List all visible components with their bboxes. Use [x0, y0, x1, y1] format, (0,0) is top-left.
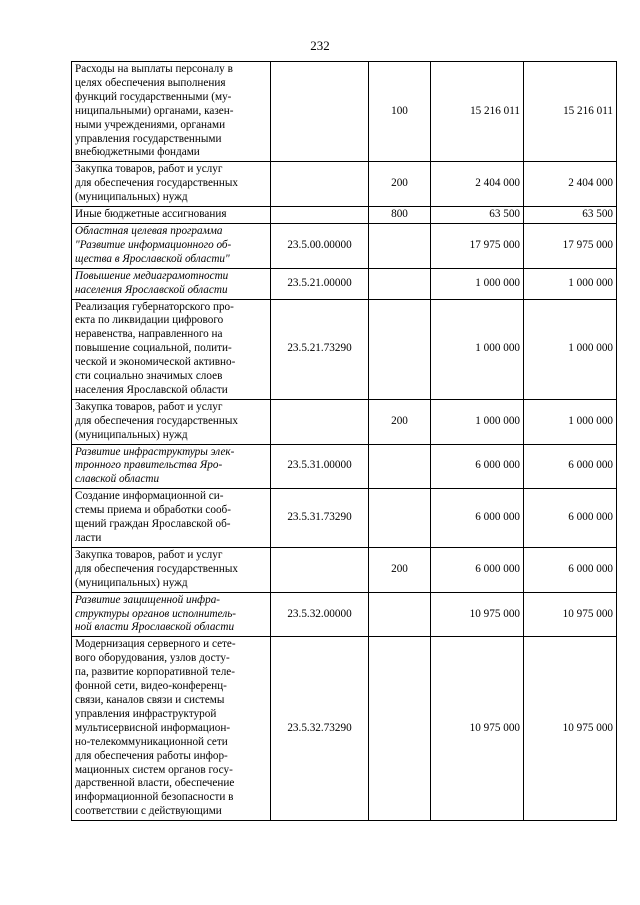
- budget-table-body: [72, 62, 617, 821]
- expense-name-line: тронного правительства Яро-: [75, 459, 223, 472]
- table-row: [72, 399, 617, 444]
- amount-year2-cell: 1 000 000: [524, 268, 617, 299]
- expense-name-cell: [72, 62, 271, 162]
- expense-name-line: Реализация губернаторского про-: [75, 300, 234, 313]
- expense-name-line: ными учреждениями, органами: [75, 118, 226, 131]
- target-article-code-cell: [271, 207, 369, 224]
- expense-name-line: екта по ликвидации цифрового: [75, 314, 224, 327]
- table-row: [72, 268, 617, 299]
- table-row: [72, 547, 617, 592]
- expense-name-line: но-телекоммуникационной сети: [75, 735, 228, 748]
- expense-name-line: (муниципальных) нужд: [75, 191, 188, 204]
- expense-name-line: ниципальными) органами, казен-: [75, 104, 234, 117]
- expense-name-line: ласти: [75, 532, 102, 544]
- amount-year1-cell: 6 000 000: [431, 489, 524, 548]
- expense-name-line: для обеспечения государственных: [75, 177, 239, 190]
- expense-name-line: стемы приема и обработки сооб-: [75, 504, 231, 517]
- amount-year2-cell: 15 216 011: [524, 62, 617, 162]
- expense-name-line: Закупка товаров, работ и услуг: [75, 163, 223, 176]
- expense-name-cell: [72, 592, 271, 637]
- expense-name-cell: [72, 299, 271, 399]
- expense-name-line: ческой и экономической активно-: [75, 356, 236, 369]
- expense-name-line: Иные бюджетные ассигнования: [75, 208, 227, 221]
- amount-year2-cell: 17 975 000: [524, 223, 617, 268]
- target-article-code-cell: 23.5.00.00000: [271, 223, 369, 268]
- target-article-code-cell: [271, 399, 369, 444]
- expense-type-cell: 200: [369, 162, 431, 207]
- amount-year1-cell: 15 216 011: [431, 62, 524, 162]
- table-row: [72, 223, 617, 268]
- target-article-code-cell: [271, 162, 369, 207]
- expense-type-cell: [369, 489, 431, 548]
- expense-name-line: для обеспечения государственных: [75, 414, 239, 427]
- expense-name-line: Развитие инфраструктуры элек-: [75, 445, 235, 458]
- expense-name-cell: [72, 547, 271, 592]
- expense-name-line: дарственной власти, обеспечение: [75, 777, 235, 790]
- amount-year2-cell: 10 975 000: [524, 592, 617, 637]
- expense-type-cell: 100: [369, 62, 431, 162]
- expense-name-cell: [72, 399, 271, 444]
- amount-year2-cell: 63 500: [524, 207, 617, 224]
- amount-year1-cell: 10 975 000: [431, 637, 524, 821]
- expense-type-cell: [369, 592, 431, 637]
- expense-name-line: ной власти Ярославской области: [75, 621, 235, 634]
- table-row: [72, 62, 617, 162]
- amount-year2-cell: 10 975 000: [524, 637, 617, 821]
- expense-type-cell: [369, 637, 431, 821]
- amount-year1-cell: 1 000 000: [431, 268, 524, 299]
- target-article-code-cell: 23.5.21.73290: [271, 299, 369, 399]
- expense-name-cell: [72, 268, 271, 299]
- expense-name-line: соответствии с действующими: [75, 805, 222, 818]
- expense-name-line: целях обеспечения выполнения: [75, 76, 226, 89]
- expense-name-line: повышение социальной, полити-: [75, 342, 232, 355]
- table-row: [72, 489, 617, 548]
- expense-name-line: Закупка товаров, работ и услуг: [75, 548, 223, 561]
- expense-name-cell: [72, 637, 271, 821]
- expense-name-line: (муниципальных) нужд: [75, 576, 188, 589]
- target-article-code-cell: 23.5.32.73290: [271, 637, 369, 821]
- expense-name-line: структуры органов исполнитель-: [75, 607, 237, 620]
- target-article-code-cell: 23.5.32.00000: [271, 592, 369, 637]
- table-row: [72, 207, 617, 224]
- amount-year1-cell: 6 000 000: [431, 444, 524, 489]
- expense-name-line: для обеспечения работы инфор-: [75, 749, 228, 762]
- table-row: [72, 299, 617, 399]
- amount-year1-cell: 6 000 000: [431, 547, 524, 592]
- expense-name-line: внебюджетными фондами: [75, 146, 200, 159]
- expense-name-line: связи, каналов связи и системы: [75, 693, 225, 706]
- amount-year1-cell: 1 000 000: [431, 399, 524, 444]
- expense-name-cell: [72, 223, 271, 268]
- table-row: [72, 637, 617, 821]
- target-article-code-cell: 23.5.31.73290: [271, 489, 369, 548]
- amount-year2-cell: 1 000 000: [524, 399, 617, 444]
- expense-name-line: вого оборудования, узлов досту-: [75, 652, 230, 665]
- expense-type-cell: [369, 444, 431, 489]
- page-number: 232: [310, 38, 330, 53]
- expense-name-line: информационной безопасности в: [75, 791, 234, 804]
- amount-year2-cell: 6 000 000: [524, 489, 617, 548]
- budget-table: [71, 61, 617, 821]
- amount-year1-cell: 17 975 000: [431, 223, 524, 268]
- target-article-code-cell: 23.5.21.00000: [271, 268, 369, 299]
- expense-name-cell: [72, 489, 271, 548]
- expense-type-cell: [369, 299, 431, 399]
- amount-year2-cell: 6 000 000: [524, 444, 617, 489]
- expense-name-line: сти социально значимых слоев: [75, 370, 223, 383]
- expense-name-line: управления государственными: [75, 132, 222, 145]
- expense-type-cell: 200: [369, 547, 431, 592]
- expense-name-line: Закупка товаров, работ и услуг: [75, 400, 223, 413]
- expense-name-line: управления инфраструктурой: [75, 707, 217, 720]
- expense-name-line: мультисервисной информацион-: [75, 721, 231, 734]
- expense-name-line: функций государственными (му-: [75, 90, 232, 103]
- expense-name-line: щества в Ярославской области": [75, 252, 230, 265]
- expense-name-line: мационных систем органов госу-: [75, 763, 233, 776]
- expense-name-line: Повышение медиаграмотности: [75, 269, 229, 282]
- expense-name-cell: [72, 207, 271, 224]
- expense-name-cell: [72, 444, 271, 489]
- target-article-code-cell: 23.5.31.00000: [271, 444, 369, 489]
- amount-year2-cell: 2 404 000: [524, 162, 617, 207]
- expense-name-line: неравенства, направленного на: [75, 328, 223, 341]
- expense-type-cell: [369, 268, 431, 299]
- expense-name-line: Модернизация серверного и сете-: [75, 638, 236, 651]
- expense-type-cell: 800: [369, 207, 431, 224]
- amount-year2-cell: 6 000 000: [524, 547, 617, 592]
- amount-year1-cell: 1 000 000: [431, 299, 524, 399]
- expense-name-line: для обеспечения государственных: [75, 562, 239, 575]
- table-row: [72, 162, 617, 207]
- table-row: [72, 444, 617, 489]
- expense-type-cell: [369, 223, 431, 268]
- expense-name-line: населения Ярославской области: [75, 283, 228, 296]
- amount-year1-cell: 2 404 000: [431, 162, 524, 207]
- amount-year2-cell: 1 000 000: [524, 299, 617, 399]
- expense-name-cell: [72, 162, 271, 207]
- target-article-code-cell: [271, 547, 369, 592]
- expense-name-line: щений граждан Ярославской об-: [75, 518, 231, 531]
- table-row: [72, 592, 617, 637]
- expense-name-line: фонной сети, видео-конференц-: [75, 680, 227, 693]
- expense-name-line: населения Ярославской области: [75, 383, 228, 396]
- amount-year1-cell: 63 500: [431, 207, 524, 224]
- expense-type-cell: 200: [369, 399, 431, 444]
- expense-name-line: славской области: [75, 473, 160, 486]
- target-article-code-cell: [271, 62, 369, 162]
- expense-name-line: Областная целевая программа: [75, 224, 223, 237]
- expense-name-line: Создание информационной си-: [75, 490, 224, 503]
- amount-year1-cell: 10 975 000: [431, 592, 524, 637]
- expense-name-line: "Развитие информационного об-: [75, 238, 232, 251]
- expense-name-line: па, развитие корпоративной теле-: [75, 666, 235, 679]
- expense-name-line: Расходы на выплаты персоналу в: [75, 63, 233, 75]
- expense-name-line: Развитие защищенной инфра-: [75, 593, 221, 606]
- expense-name-line: (муниципальных) нужд: [75, 428, 188, 441]
